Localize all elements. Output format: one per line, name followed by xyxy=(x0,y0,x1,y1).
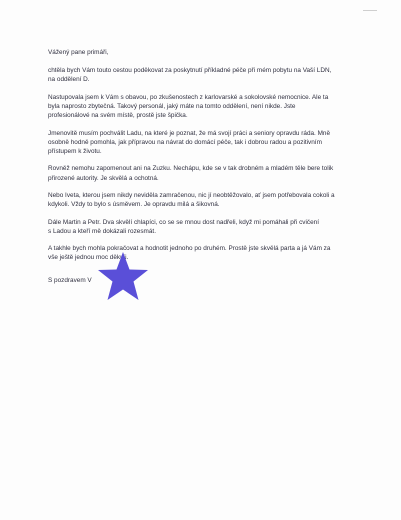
letter-closing: S pozdravem V xyxy=(48,276,92,284)
redaction-star-shape xyxy=(98,252,148,300)
letter-paragraph-2: Nastupovala jsem k Vám s obavou, po zkušenostech z karlovarské a sokolovské nemocnice. Ale ta byla naprosto zbytečná. Takový personál, jaký máte na tomto oddělení, není nikde. Jste profesionálové na svém místě, prostě jste špička. xyxy=(48,93,329,120)
letter-paragraph-7: A takhle bych mohla pokračovat a hodnotit jednoho po druhém. Prostě jste skvělá parta a já Vám za vše ještě jednou moc děkuji. xyxy=(48,245,331,262)
letter-paragraph-4: Rovněž nemohu zapomenout ani na Zuzku. Nechápu, kde se v tak drobném a mladém těle bere tolik přirozené autority. Je skvělá a ochotná. xyxy=(48,165,334,182)
letter-paragraph-1: chtěla bych Vám touto cestou poděkovat za poskytnutí příkladné péče při mém pobytu na Vaší LDN, na oddělení D. xyxy=(48,67,332,84)
letter-salutation: Vážený pane primáři, xyxy=(48,49,109,56)
letter-paragraph-6: Dále Martin a Petr. Dva skvělí chlapíci, co se se mnou dost nadřeli, když mi pomáhali při cvičení s Ladou a kteří mě dokázali rozesmát. xyxy=(48,218,320,235)
scan-edge-mark xyxy=(363,10,377,11)
letter-paragraph-5: Nebo Iveta, kterou jsem nikdy neviděla zamračenou, nic jí neobtěžovalo, ať jsem potřebovala cokoli a kdykoli. Vždy to bylo s úsměvem. Je opravdu milá a šikovná. xyxy=(48,191,335,209)
redaction-star-icon xyxy=(97,252,149,302)
letter-paragraph-3: Jmenovitě musím pochválit Ladu, na které je poznat, že má svojí práci a seniory opravdu ráda. Mně osobně hodně pomohla, jak přípravou na návrat do domácí péče, tak i dobrou radou a pozitivním přístupem k životu. xyxy=(48,129,331,155)
